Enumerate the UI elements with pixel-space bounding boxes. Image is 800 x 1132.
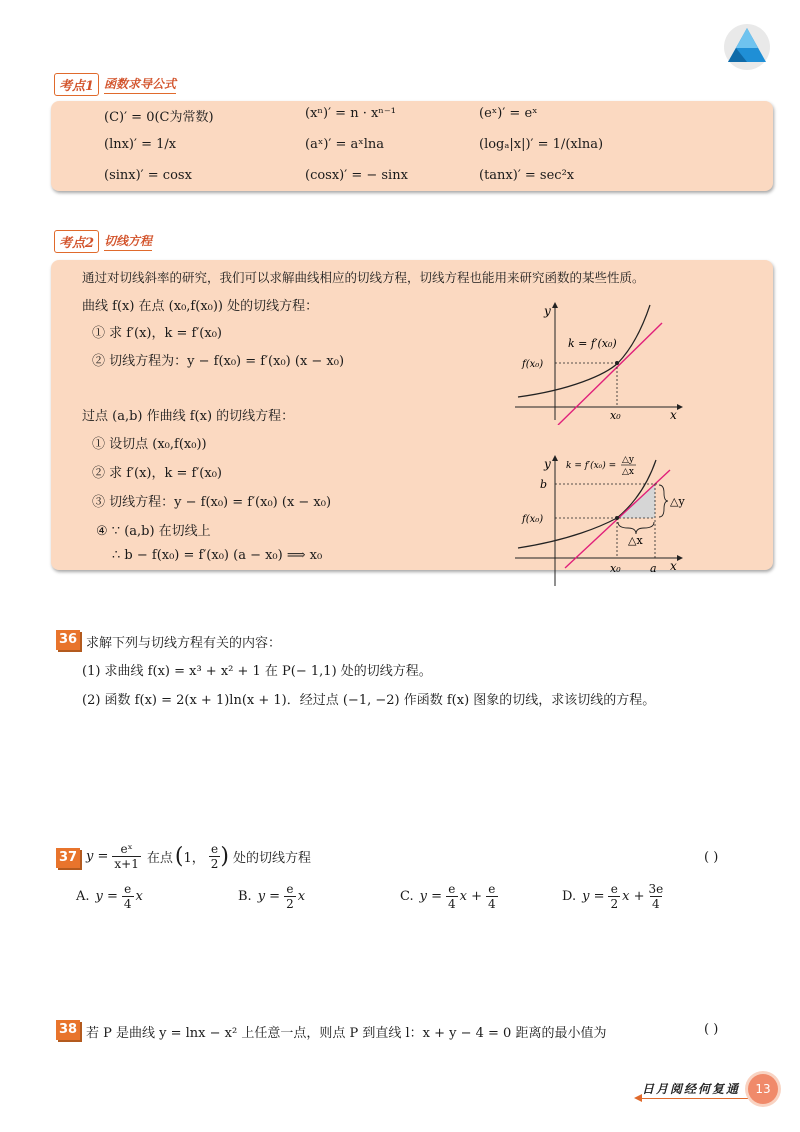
q37-point-frac <box>209 842 221 871</box>
formula-7: (sinx)′ = cosx <box>104 168 192 183</box>
section2-tag: 考点2 <box>54 230 99 253</box>
q37-frac-num: eˣ <box>120 842 133 856</box>
case1-step2: ② 切线方程为：y − f(x₀) = f′(x₀) (x − x₀) <box>92 354 345 369</box>
section2-header <box>54 230 152 253</box>
case1-step1: ① 求 f′(x)，k = f′(x₀) <box>92 326 222 341</box>
tangent-graph-2 <box>510 448 700 588</box>
section2-title: 切线方程 <box>104 232 152 251</box>
tangent-graph-1 <box>510 295 690 425</box>
graph2-dx-label: △x <box>628 534 643 547</box>
graph2-slope-label: k = f′(x₀) = <box>566 461 617 471</box>
case1-heading: 曲线 f(x) 在点 (x₀,f(x₀)) 处的切线方程： <box>82 299 319 314</box>
graph1-slope-label: k = f′(x₀) <box>568 337 617 350</box>
footer-line <box>640 1098 748 1099</box>
q38-answer-blank[interactable]: ( ) <box>704 1022 719 1037</box>
graph1-fx0-label: f(x₀) <box>522 359 544 370</box>
option-a-num: e <box>124 882 132 896</box>
option-b-label: B. <box>238 889 252 904</box>
q37-mid: 在点 <box>146 851 173 866</box>
section1-title: 函数求导公式 <box>104 75 176 94</box>
graph2-slope-dy: △y <box>622 455 635 465</box>
option-d-post: x + <box>622 889 645 904</box>
option-b-num: e <box>286 882 294 896</box>
option-a-pre: y = <box>95 889 118 904</box>
graph2-fx0-label: f(x₀) <box>522 514 544 525</box>
q36-part1: (1) 求曲线 f(x) = x³ + x² + 1 在 P(− 1,1) 处的切线方程。 <box>82 664 432 679</box>
q38-badge: 38 <box>56 1020 80 1040</box>
option-d-label: D. <box>562 889 577 904</box>
q37-option-a[interactable] <box>76 882 143 911</box>
formula-2: (xⁿ)′ = n · xⁿ⁻¹ <box>305 106 397 121</box>
option-c-post: x + <box>459 889 482 904</box>
q36-part2: (2) 函数 f(x) = 2(x + 1)ln(x + 1)．经过点 (−1, −2) 作函数 f(x) 图象的切线，求该切线的方程。 <box>82 693 656 708</box>
option-c-den2: 4 <box>488 897 496 911</box>
case2-step2: ② 求 f′(x)，k = f′(x₀) <box>92 466 222 481</box>
section1-header <box>54 73 176 96</box>
case2-step4: ④ ∵ (a,b) 在切线上 <box>96 524 211 539</box>
option-b-pre: y = <box>257 889 281 904</box>
option-d-pre: y = <box>582 889 605 904</box>
q37-option-c[interactable] <box>400 882 498 911</box>
option-c-label: C. <box>400 889 414 904</box>
option-a-post: x <box>135 889 143 904</box>
option-c-num: e <box>448 882 456 896</box>
graph2-x-label: x <box>670 559 677 573</box>
formula-9: (tanx)′ = sec²x <box>479 168 575 183</box>
formula-4: (lnx)′ = 1/x <box>104 137 177 152</box>
q36-stem: 求解下列与切线方程有关的内容： <box>86 636 282 651</box>
q37-option-b[interactable] <box>238 882 305 911</box>
q37-frac-den: x+1 <box>114 857 139 871</box>
case2-heading: 过点 (a,b) 作曲线 f(x) 的切线方程： <box>82 409 295 424</box>
option-c-pre: y = <box>419 889 442 904</box>
q38-stem: 若 P 是曲线 y = lnx − x² 上任意一点，则点 P 到直线 l：x + y − 4 = 0 距离的最小值为 <box>86 1026 607 1041</box>
graph2-y-label: y <box>544 457 551 471</box>
q37-badge: 37 <box>56 848 80 868</box>
formula-3: (eˣ)′ = eˣ <box>479 106 538 121</box>
graph2-dy-label: △y <box>670 495 685 508</box>
graph1-y-label: y <box>544 304 551 318</box>
formula-8: (cosx)′ = − sinx <box>305 168 408 183</box>
graph1-x-label: x <box>670 408 677 422</box>
tangent-intro: 通过对切线斜率的研究，我们可以求解曲线相应的切线方程，切线方程也能用来研究函数的某些性质。 <box>82 270 645 285</box>
option-b-post: x <box>297 889 306 904</box>
q36-badge: 36 <box>56 630 80 650</box>
q37-option-d[interactable] <box>562 882 663 911</box>
option-c-num2: e <box>488 882 496 896</box>
section1-tag: 考点1 <box>54 73 99 96</box>
graph2-slope-dx: △x <box>622 467 634 477</box>
graph2-x0-label: x₀ <box>610 562 621 575</box>
option-b-den: 2 <box>286 897 294 911</box>
q37-pt-num: e <box>211 842 219 856</box>
logo-icon <box>722 22 772 72</box>
case2-step3: ③ 切线方程：y − f(x₀) = f′(x₀) (x − x₀) <box>92 495 332 510</box>
q37-tail: 处的切线方程 <box>232 851 311 866</box>
option-d-num2: 3e <box>648 882 664 896</box>
option-a-label: A. <box>76 889 90 904</box>
case2-step5: ∴ b − f(x₀) = f′(x₀) (a − x₀) ⟹ x₀ <box>112 548 323 563</box>
q37-fraction <box>112 842 140 871</box>
option-d-den: 2 <box>610 897 619 911</box>
formula-5: (aˣ)′ = aˣlna <box>305 137 385 152</box>
formula-1: (C)′ = 0(C为常数) <box>104 110 214 125</box>
case2-step1: ① 设切点 (x₀,f(x₀)) <box>92 437 207 452</box>
formula-6: (logₐ|x|)′ = 1/(xlna) <box>479 137 604 152</box>
footer-arrow-icon <box>634 1094 642 1102</box>
q37-stem: y = $\frac{\text{eˣ}}{x+1}$ 在点 ( 1， $\frac{e}{2}$ ) 处的切线方程 <box>86 842 311 871</box>
graph1-x0-label: x₀ <box>610 409 621 422</box>
page-number: 13 <box>748 1074 778 1104</box>
option-d-num: e <box>610 882 618 896</box>
graph2-b-label: b <box>540 478 548 491</box>
option-d-den2: 4 <box>652 897 660 911</box>
footer-title: 日月阅经何复通 <box>642 1082 741 1096</box>
option-a-den: 4 <box>123 897 132 911</box>
graph2-a-label: a <box>650 562 657 575</box>
q37-point-x: 1， <box>183 851 205 866</box>
q37-pt-den: 2 <box>210 857 219 871</box>
option-c-den: 4 <box>448 897 456 911</box>
q37-y-eq: y = <box>86 849 109 864</box>
q37-answer-blank[interactable]: ( ) <box>704 850 719 865</box>
